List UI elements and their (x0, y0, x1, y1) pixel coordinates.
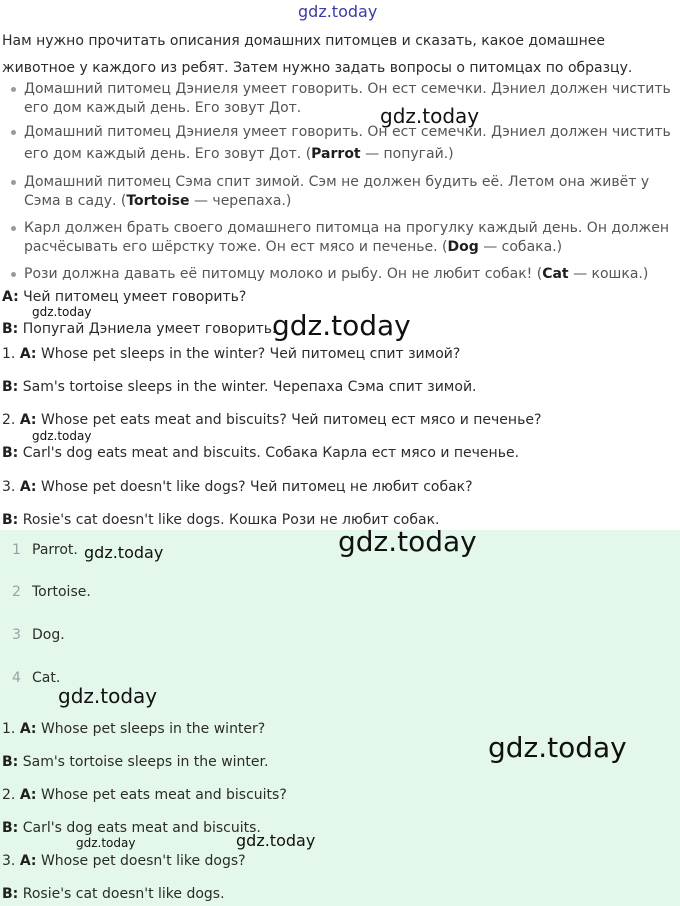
bullet-line: расчёсывать его шёрстку тоже. Он ест мясо и печенье. (Dog — собака.) (24, 239, 563, 255)
qa-answer: B: Sam's tortoise sleeps in the winter. (2, 754, 269, 770)
example-answer: B: Попугай Дэниела умеет говорить. (2, 321, 277, 337)
intro-line-1: Нам нужно прочитать описания домашних питомцев и сказать, какое домашнее (2, 33, 605, 49)
bullet-dot (11, 87, 16, 92)
watermark: gdz.today (380, 104, 480, 128)
pet-name-en: Parrot (311, 146, 361, 162)
bullet-line: Домашний питомец Дэниеля умеет говорить. Он ест семечки. Дэниел должен чистить (24, 81, 671, 97)
answer-text: Parrot. (32, 542, 78, 558)
pet-name-en: Cat (542, 266, 569, 282)
bullet-dot (11, 180, 16, 185)
qa-question: 1. A: Whose pet sleeps in the winter? (2, 721, 266, 737)
bullet-line: Сэма в саду. (Tortoise — черепаха.) (24, 193, 292, 209)
qa-question: 1. A: Whose pet sleeps in the winter? Чей питомец спит зимой? (2, 346, 461, 362)
watermark: gdz.today (298, 2, 378, 21)
qa-question: 3. A: Whose pet doesn't like dogs? Чей питомец не любит собак? (2, 479, 473, 495)
pet-name-en: Dog (447, 239, 479, 255)
answer-number: 4 (12, 670, 21, 686)
watermark: gdz.today (58, 684, 158, 708)
qa-answer: B: Carl's dog eats meat and biscuits. (2, 820, 261, 836)
intro-line-2: животное у каждого из ребят. Затем нужно задать вопросы о питомцах по образцу. (2, 60, 633, 76)
bullet-line: Домашний питомец Дэниеля умеет говорить. Он ест семечки. Дэниел должен чистить (24, 124, 671, 140)
answer-text: Dog. (32, 627, 65, 643)
answer-number: 2 (12, 584, 21, 600)
answer-number: 3 (12, 627, 21, 643)
example-question: A: Чей питомец умеет говорить? (2, 289, 247, 305)
bullet-dot (11, 272, 16, 277)
answer-number: 1 (12, 542, 21, 558)
bullet-line: Карл должен брать своего домашнего питомца на прогулку каждый день. Он должен (24, 220, 669, 236)
bullet-line: его дом каждый день. Его зовут Дот. (24, 100, 302, 116)
watermark: gdz.today (32, 429, 92, 443)
bullet-line: Домашний питомец Сэма спит зимой. Сэм не должен будить её. Летом она живёт у (24, 174, 650, 190)
qa-answer: B: Carl's dog eats meat and biscuits. Собака Карла ест мясо и печенье. (2, 445, 520, 461)
pet-name-en: Tortoise (126, 193, 190, 209)
answer-text: Cat. (32, 670, 61, 686)
qa-answer: B: Sam's tortoise sleeps in the winter. Черепаха Сэма спит зимой. (2, 379, 477, 395)
watermark: gdz.today (488, 731, 627, 764)
bullet-line: Рози должна давать её питомцу молоко и рыбу. Он не любит собак! (Cat — кошка.) (24, 266, 649, 282)
qa-question: 3. A: Whose pet doesn't like dogs? (2, 853, 246, 869)
watermark: gdz.today (272, 309, 411, 342)
bullet-dot (11, 226, 16, 231)
watermark: gdz.today (338, 525, 477, 558)
bullet-line: его дом каждый день. Его зовут Дот. (Parrot — попугай.) (24, 146, 454, 162)
qa-answer: B: Rosie's cat doesn't like dogs. (2, 886, 225, 902)
qa-answer: B: Rosie's cat doesn't like dogs. Кошка Рози не любит собак. (2, 512, 440, 528)
qa-question: 2. A: Whose pet eats meat and biscuits? Чей питомец ест мясо и печенье? (2, 412, 542, 428)
watermark: gdz.today (236, 831, 316, 850)
watermark: gdz.today (84, 543, 164, 562)
answer-text: Tortoise. (32, 584, 91, 600)
watermark: gdz.today (76, 836, 136, 850)
watermark: gdz.today (32, 305, 92, 319)
qa-question: 2. A: Whose pet eats meat and biscuits? (2, 787, 287, 803)
bullet-dot (11, 130, 16, 135)
